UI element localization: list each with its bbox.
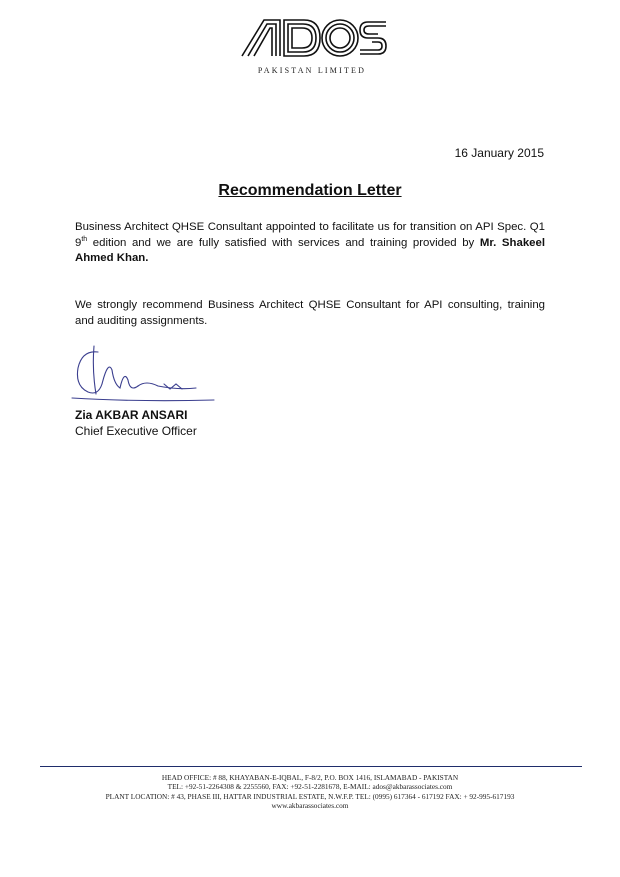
signer-title: Chief Executive Officer [75,424,197,438]
letter-paragraph-2: We strongly recommend Business Architect QHSE Consultant for API consulting, training and auditing assignments. [75,299,545,327]
footer-head-office: HEAD OFFICE: # 88, KHAYABAN-E-IQBAL, F-8/2, P.O. BOX 1416, ISLAMABAD - PAKISTAN [161,773,459,782]
consultant-name: Mr. Shakeel Ahmed Khan. [75,236,545,264]
footer-address [0,773,620,811]
paragraph-1-text: Business Architect QHSE Consultant appointed to facilitate us for transition on API Spec. Q1 9 [75,221,545,249]
company-subtitle: PAKISTAN LIMITED [257,66,367,75]
company-logo [240,16,390,60]
footer-contact: TEL: +92-51-2264308 & 2255560, FAX: +92-51-2281678, E-MAIL: ados@akbarassociates.com [167,782,453,792]
superscript-th: th [81,235,88,243]
letter-date: 16 January 2015 [454,146,544,160]
footer-divider [40,766,582,767]
paragraph-1-text-cont: edition and we are fully satisfied with services and training provided by [87,236,480,249]
signer-name: Zia AKBAR ANSARI [75,408,188,422]
letter-title: Recommendation Letter [218,182,402,199]
handwritten-signature [68,340,218,404]
letter-paragraph-1 [75,220,545,267]
footer-plant-location: PLANT LOCATION: # 43, PHASE III, HATTAR INDUSTRIAL ESTATE, N.W.F.P. TEL: (0995) 617364 - 617192 FAX: + 92-995-617193 [105,791,515,801]
footer-website: www.akbarassociates.com [271,801,349,811]
